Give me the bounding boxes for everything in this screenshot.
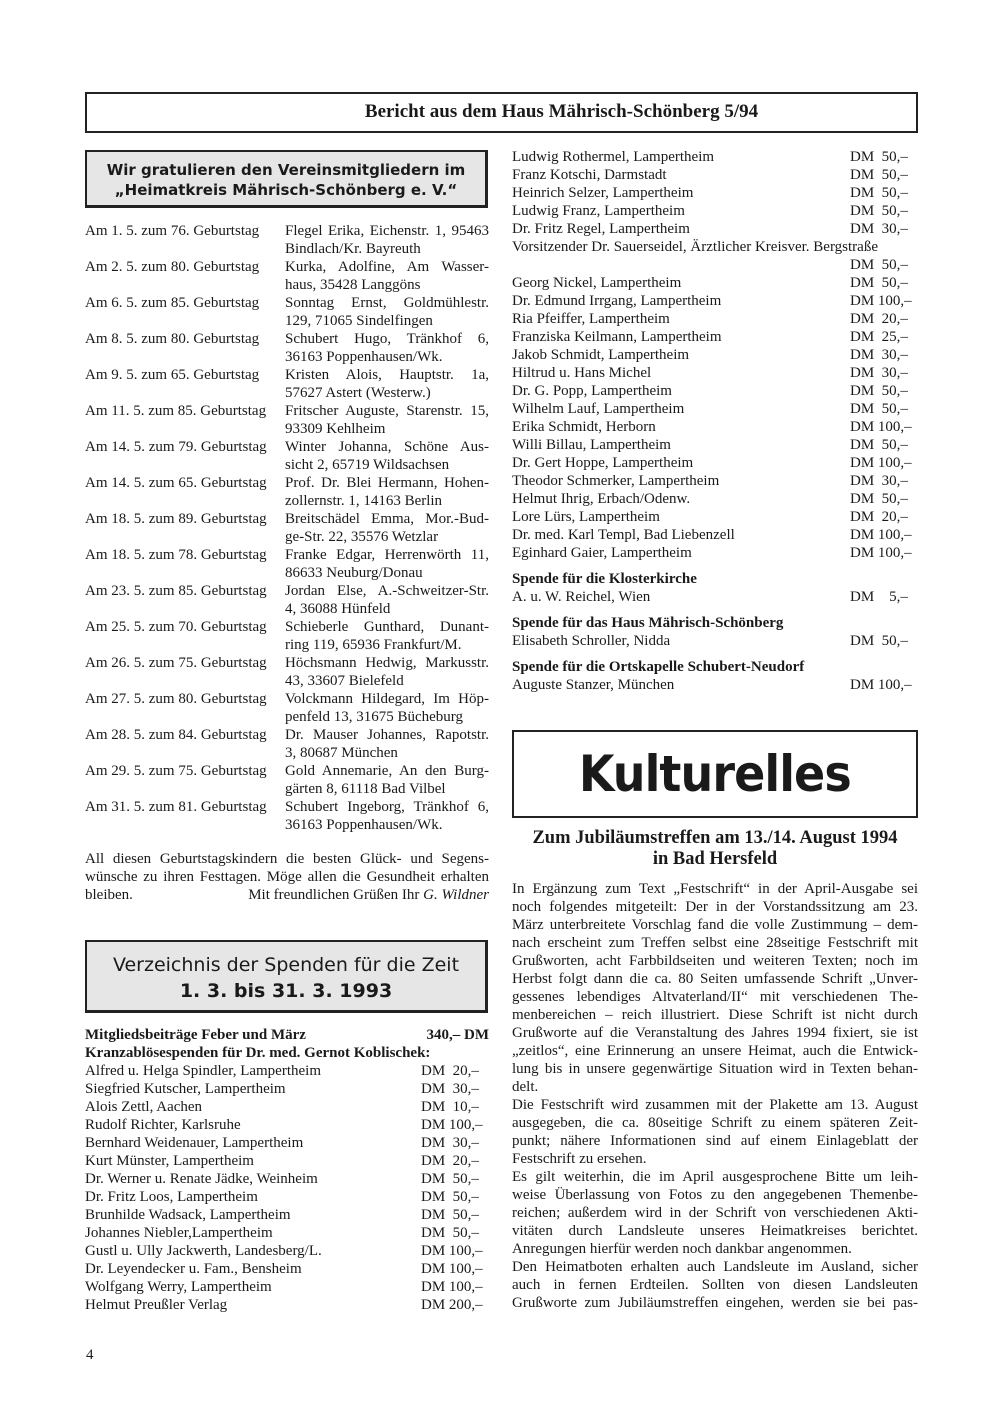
special-donation-heading: Spende für die Ortskapelle Schubert-Neudorf — [512, 659, 805, 675]
birthday-address — [285, 258, 489, 294]
donor-name: Dr. Leyendecker u. Fam., Bensheim — [85, 1261, 302, 1277]
birthday-date: Am 29. 5. zum 75. Geburtstag — [85, 763, 267, 779]
donation-amount: DM 100,– — [850, 677, 912, 693]
birthday-entry — [85, 438, 489, 474]
culture-line: Grußworte auf die Veranstaltung des Jahres 1994 fixiert, sie ist — [512, 1025, 918, 1041]
address-line: Kurka, Adolfine, Am Wasser- — [285, 259, 489, 275]
birthday-date: Am 14. 5. zum 65. Geburtstag — [85, 475, 267, 491]
birthday-address — [285, 654, 489, 690]
donation-amount: DM 30,– — [421, 1081, 479, 1097]
donation-row — [512, 454, 918, 472]
culture-line: gessenes lebendiges Altvaterland/II“ mit verschiedenen The- — [512, 989, 918, 1005]
donation-amount: DM 50,– — [850, 257, 908, 273]
culture-line: vitäten durch Landsleute unseres Heimatkreises berichtet. — [512, 1223, 918, 1239]
donation-row — [85, 1188, 489, 1206]
birthday-entry — [85, 690, 489, 726]
address-line: haus, 35428 Langgöns — [285, 277, 421, 293]
donation-amount: DM 50,– — [850, 437, 908, 453]
address-line: 57627 Astert (Westerw.) — [285, 385, 431, 401]
donor-name: Lore Lürs, Lampertheim — [512, 509, 660, 525]
donation-amount: DM 100,– — [850, 545, 912, 561]
donation-amount: DM 100,– — [850, 527, 912, 543]
birthday-date: Am 18. 5. zum 78. Geburtstag — [85, 547, 267, 563]
address-line: 36163 Poppenhausen/Wk. — [285, 817, 443, 833]
birthday-address — [285, 726, 489, 762]
donation-row — [512, 328, 918, 346]
address-line: ge-Str. 22, 35576 Wetzlar — [285, 529, 439, 545]
culture-heading — [512, 828, 918, 870]
donor-name: Siegfried Kutscher, Lampertheim — [85, 1081, 286, 1097]
address-line: 93309 Kehlheim — [285, 421, 386, 437]
address-line: ring 119, 65936 Frankfurt/M. — [285, 637, 462, 653]
culture-paragraph — [512, 1258, 918, 1312]
address-line: Sonntag Ernst, Goldmühlestr. — [285, 295, 489, 311]
address-line: Fritscher Auguste, Starenstr. 15, — [285, 403, 489, 419]
donation-amount: DM 20,– — [850, 509, 908, 525]
page-header-box — [85, 92, 918, 133]
birthday-date: Am 26. 5. zum 75. Geburtstag — [85, 655, 267, 671]
donation-amount: DM 50,– — [850, 185, 908, 201]
closing-line: wünsche zu ihren Festtagen. Möge allen die Gesundheit erhalten — [85, 869, 489, 885]
closing-signature: G. Wildner — [423, 887, 489, 903]
donor-name: Dr. med. Karl Templ, Bad Liebenzell — [512, 527, 735, 543]
birthday-date: Am 2. 5. zum 80. Geburtstag — [85, 259, 260, 275]
address-line: Flegel Erika, Eichenstr. 1, 95463 — [285, 223, 489, 239]
donations-title-box — [85, 940, 488, 1013]
address-line: Bindlach/Kr. Bayreuth — [285, 241, 421, 257]
address-line: sicht 2, 65719 Wildsachsen — [285, 457, 450, 473]
birthday-entry — [85, 258, 489, 294]
donation-amount: DM 100,– — [421, 1279, 483, 1295]
donation-row — [512, 526, 918, 544]
address-line: Dr. Mauser Johannes, Rapotstr. — [285, 727, 489, 743]
culture-paragraph — [512, 1096, 918, 1168]
donor-name: Jakob Schmidt, Lampertheim — [512, 347, 690, 363]
donor-name: Rudolf Richter, Karlsruhe — [85, 1117, 241, 1133]
donation-row — [512, 256, 918, 274]
donation-row — [512, 202, 918, 220]
donations-right — [512, 148, 918, 694]
donation-amount: DM 50,– — [421, 1225, 479, 1241]
birthday-address — [285, 582, 489, 618]
birthday-address — [285, 618, 489, 654]
donor-name: Wilhelm Lauf, Lampertheim — [512, 401, 685, 417]
birthday-date: Am 18. 5. zum 89. Geburtstag — [85, 511, 267, 527]
birthday-date: Am 25. 5. zum 70. Geburtstag — [85, 619, 267, 635]
donation-row — [85, 1206, 489, 1224]
address-line: Schieberle Gunthard, Dunant- — [285, 619, 489, 635]
donation-amount: DM 50,– — [421, 1171, 479, 1187]
page-header-title: Bericht aus dem Haus Mährisch-Schönberg 5/94 — [364, 101, 759, 122]
donation-row — [512, 220, 918, 238]
donor-name: Hiltrud u. Hans Michel — [512, 365, 652, 381]
membership-amount: 340,– DM — [426, 1027, 489, 1043]
donation-amount: DM 30,– — [850, 473, 908, 489]
donation-amount: DM 50,– — [850, 275, 908, 291]
birthday-entry — [85, 330, 489, 366]
address-line: 129, 71065 Sindelfingen — [285, 313, 433, 329]
donation-row — [512, 382, 918, 400]
donations-title-line: Verzeichnis der Spenden für die Zeit — [112, 954, 460, 976]
donation-row — [512, 490, 918, 508]
address-line: Franke Edgar, Herrenwörth 11, — [285, 547, 489, 563]
donation-row — [85, 1260, 489, 1278]
donation-row — [85, 1152, 489, 1170]
birthday-address — [285, 510, 489, 546]
donation-amount: DM 50,– — [850, 633, 908, 649]
membership-row — [85, 1026, 489, 1044]
donation-row — [85, 1062, 489, 1080]
culture-line: Grußworte zum Jubiläumstreffen eingehen, werden sie bei pas- — [512, 1295, 918, 1311]
birthday-date: Am 27. 5. zum 80. Geburtstag — [85, 691, 267, 707]
donor-name: Vorsitzender Dr. Sauerseidel, Ärztlicher Kreisver. Bergstraße — [512, 239, 878, 255]
address-line: Volckmann Hildegard, Im Höp- — [285, 691, 489, 707]
donor-name: Ludwig Franz, Lampertheim — [512, 203, 685, 219]
donation-row — [85, 1296, 489, 1314]
donation-amount: DM 100,– — [850, 419, 912, 435]
donor-name: Johannes Niebler,Lampertheim — [85, 1225, 273, 1241]
donation-amount: DM 100,– — [421, 1243, 483, 1259]
donation-row — [512, 292, 918, 310]
donor-name: Kurt Münster, Lampertheim — [85, 1153, 254, 1169]
donor-name: Ria Pfeiffer, Lampertheim — [512, 311, 670, 327]
donation-row — [85, 1098, 489, 1116]
address-line: Schubert Hugo, Tränkhof 6, — [285, 331, 489, 347]
birthday-address — [285, 762, 489, 798]
page-number: 4 — [86, 1347, 94, 1363]
donations-title-line: 1. 3. bis 31. 3. 1993 — [179, 980, 393, 1002]
culture-line: noch folgendes mitgeteilt: Der in der Vorstandssitzung am 23. — [512, 899, 918, 915]
donation-amount: DM 100,– — [421, 1117, 483, 1133]
birthday-entry — [85, 546, 489, 582]
donor-name: Brunhilde Wadsack, Lampertheim — [85, 1207, 291, 1223]
birthday-entry — [85, 366, 489, 402]
birthday-entry — [85, 222, 489, 258]
donation-amount: DM 30,– — [421, 1135, 479, 1151]
birthday-address — [285, 330, 489, 366]
donor-name: Dr. Edmund Irrgang, Lampertheim — [512, 293, 722, 309]
address-line: gärten 8, 61118 Bad Vilbel — [285, 781, 446, 797]
birthday-date: Am 31. 5. zum 81. Geburtstag — [85, 799, 267, 815]
donor-name: Heinrich Selzer, Lampertheim — [512, 185, 694, 201]
donations-left — [85, 1026, 489, 1314]
culture-line: In Ergänzung zum Text „Festschrift“ in der April-Ausgabe sei — [512, 881, 918, 897]
address-line: 36163 Poppenhausen/Wk. — [285, 349, 443, 365]
donation-amount — [878, 238, 918, 256]
address-line: zollernstr. 1, 14163 Berlin — [285, 493, 443, 509]
donation-amount: DM 25,– — [850, 329, 908, 345]
donation-row — [512, 418, 918, 436]
birthday-entry — [85, 402, 489, 438]
birthday-date: Am 6. 5. zum 85. Geburtstag — [85, 295, 260, 311]
donor-name: Theodor Schmerker, Lampertheim — [512, 473, 720, 489]
donor-name: Bernhard Weidenauer, Lampertheim — [85, 1135, 304, 1151]
donation-row — [85, 1242, 489, 1260]
birthday-closing — [85, 850, 489, 904]
birthday-entry — [85, 762, 489, 798]
birthday-address — [285, 438, 489, 474]
culture-line: Anregungen hierfür werden noch dankbar angenommen. — [512, 1241, 852, 1257]
address-line: 86633 Neuburg/Donau — [285, 565, 423, 581]
donation-row — [512, 544, 918, 562]
donor-name: Dr. Fritz Regel, Lampertheim — [512, 221, 690, 237]
donation-amount: DM 30,– — [850, 365, 908, 381]
donation-row — [85, 1116, 489, 1134]
donation-amount: DM 50,– — [850, 401, 908, 417]
culture-line: Den Heimatboten erhalten auch Landsleute im Ausland, sicher — [512, 1259, 918, 1275]
address-line: Breitschädel Emma, Mor.-Bud- — [285, 511, 489, 527]
address-line: 43, 33607 Bielefeld — [285, 673, 404, 689]
culture-line: delt. — [512, 1079, 539, 1095]
birthday-title-line: Wir gratulieren den Vereinsmitgliedern im — [106, 161, 466, 179]
birthday-entry — [85, 654, 489, 690]
culture-banner — [512, 730, 918, 818]
donation-row — [85, 1134, 489, 1152]
donation-row — [512, 632, 918, 650]
donation-amount: DM 100,– — [421, 1261, 483, 1277]
culture-line: Festschrift zu ersehen. — [512, 1151, 647, 1167]
culture-banner-text: Kulturelles — [579, 745, 851, 803]
birthday-address — [285, 294, 489, 330]
birthday-title-line: „Heimatkreis Mährisch-Schönberg e. V.“ — [114, 181, 458, 199]
donation-row — [512, 148, 918, 166]
birthday-date: Am 11. 5. zum 85. Geburtstag — [85, 403, 267, 419]
birthday-address — [285, 798, 489, 834]
donation-amount: DM 50,– — [421, 1189, 479, 1205]
donor-name: Franz Kotschi, Darmstadt — [512, 167, 667, 183]
donation-row — [512, 346, 918, 364]
donor-name: Georg Nickel, Lampertheim — [512, 275, 682, 291]
culture-line: Die Festschrift wird zusammen mit der Plakette am 13. August — [512, 1097, 918, 1113]
donor-name: Wolfgang Werry, Lampertheim — [85, 1279, 272, 1295]
donation-row — [85, 1278, 489, 1296]
donation-amount: DM 50,– — [850, 383, 908, 399]
donation-row — [85, 1170, 489, 1188]
address-line: 4, 36088 Hünfeld — [285, 601, 391, 617]
donor-name: Dr. Werner u. Renate Jädke, Weinheim — [85, 1171, 318, 1187]
donation-amount: DM 30,– — [850, 221, 908, 237]
culture-line: Es gilt weiterhin, die im April ausgesprochene Bitte um leih- — [512, 1169, 918, 1185]
donation-amount: DM 30,– — [850, 347, 908, 363]
donation-row — [85, 1224, 489, 1242]
donation-row — [85, 1080, 489, 1098]
donation-amount: DM 100,– — [850, 293, 912, 309]
wreath-heading: Kranzablösespenden für Dr. med. Gernot Koblischek: — [85, 1045, 431, 1061]
donor-name: Dr. Gert Hoppe, Lampertheim — [512, 455, 694, 471]
donor-name: Alois Zettl, Aachen — [85, 1099, 203, 1115]
address-line: Jordan Else, A.-Schweitzer-Str. — [285, 583, 489, 599]
address-line: Kristen Alois, Hauptstr. 1a, — [285, 367, 489, 383]
membership-label: Mitgliedsbeiträge Feber und März — [85, 1027, 306, 1043]
address-line: Schubert Ingeborg, Tränkhof 6, — [285, 799, 489, 815]
birthday-entry — [85, 798, 489, 834]
birthday-date: Am 9. 5. zum 65. Geburtstag — [85, 367, 260, 383]
donation-row — [512, 184, 918, 202]
donation-row — [512, 436, 918, 454]
birthday-title-box — [85, 150, 488, 208]
donation-amount: DM 20,– — [850, 311, 908, 327]
donation-row — [512, 274, 918, 292]
culture-line: punkt; nähere Informationen sind auf einem Einlageblatt der — [512, 1133, 918, 1149]
donation-amount: DM 200,– — [421, 1297, 483, 1313]
donation-row — [512, 676, 918, 694]
donation-amount: DM 10,– — [421, 1099, 479, 1115]
birthday-list — [85, 222, 489, 834]
donor-name: Elisabeth Schroller, Nidda — [512, 633, 671, 649]
birthday-address — [285, 546, 489, 582]
donation-row — [512, 238, 918, 256]
donation-amount: DM 50,– — [850, 203, 908, 219]
donation-amount: DM 5,– — [850, 589, 908, 605]
birthday-address — [285, 402, 489, 438]
address-line: 3, 80687 München — [285, 745, 398, 761]
special-donation-heading: Spende für das Haus Mährisch-Schönberg — [512, 615, 784, 631]
donation-amount: DM 100,– — [850, 455, 912, 471]
donation-row — [512, 364, 918, 382]
culture-heading-line: in Bad Hersfeld — [652, 849, 778, 869]
birthday-entry — [85, 582, 489, 618]
donation-amount: DM 50,– — [850, 167, 908, 183]
culture-line: weise Überlassung von Fotos zu den angegebenen Themenbe- — [512, 1187, 918, 1203]
birthday-entry — [85, 510, 489, 546]
birthday-date: Am 28. 5. zum 84. Geburtstag — [85, 727, 267, 743]
birthday-address — [285, 222, 489, 258]
donation-amount: DM 50,– — [421, 1207, 479, 1223]
donor-name: Helmut Ihrig, Erbach/Odenw. — [512, 491, 691, 507]
donor-name: Auguste Stanzer, München — [512, 677, 675, 693]
donor-name: A. u. W. Reichel, Wien — [512, 589, 651, 605]
donation-amount: DM 50,– — [850, 149, 908, 165]
special-donation-heading: Spende für die Klosterkirche — [512, 571, 697, 587]
culture-line: reichen; außerdem wird in der Schrift von verschiedenen Akti- — [512, 1205, 918, 1221]
donor-name: Ludwig Rothermel, Lampertheim — [512, 149, 715, 165]
donation-row — [512, 310, 918, 328]
birthday-date: Am 8. 5. zum 80. Geburtstag — [85, 331, 260, 347]
closing-last: bleiben. — [85, 887, 133, 903]
birthday-address — [285, 366, 489, 402]
donation-row — [512, 588, 918, 606]
donation-row — [512, 472, 918, 490]
donation-row — [512, 166, 918, 184]
birthday-date: Am 14. 5. zum 79. Geburtstag — [85, 439, 267, 455]
donor-name: Gustl u. Ully Jackwerth, Landesberg/L. — [85, 1243, 322, 1259]
address-line: Prof. Dr. Blei Hermann, Hohen- — [285, 475, 489, 491]
donor-name: Erika Schmidt, Herborn — [512, 419, 656, 435]
culture-paragraph — [512, 880, 918, 1096]
culture-line: „zeitlos“, eine Erinnerung an unsere Heimat, auch die Entwick- — [512, 1043, 918, 1059]
birthday-entry — [85, 618, 489, 654]
donor-name: Alfred u. Helga Spindler, Lampertheim — [85, 1063, 321, 1079]
culture-line: auch in fernen Erdteilen. Sollten von diesen Landsleuten — [512, 1277, 918, 1293]
birthday-date: Am 23. 5. zum 85. Geburtstag — [85, 583, 267, 599]
culture-paragraph — [512, 1168, 918, 1258]
donor-name: Willi Billau, Lampertheim — [512, 437, 671, 453]
donor-name: Eginhard Gaier, Lampertheim — [512, 545, 692, 561]
address-line: Winter Johanna, Schöne Aus- — [285, 439, 489, 455]
donor-name: Helmut Preußler Verlag — [85, 1297, 228, 1313]
closing-greeting: Mit freundlichen Grüßen Ihr — [248, 887, 424, 903]
address-line: Gold Annemarie, An den Burg- — [285, 763, 489, 779]
culture-line: Herbst folgt dann die ca. 80 Seiten umfassende Schrift „Unver- — [512, 971, 918, 987]
donor-name: Dr. G. Popp, Lampertheim — [512, 383, 672, 399]
culture-line: ausgegeben, die ca. 80seitige Schrift zu einem späteren Zeit- — [512, 1115, 918, 1131]
address-line: penfeld 13, 31675 Bücheburg — [285, 709, 464, 725]
birthday-address — [285, 474, 489, 510]
donation-amount: DM 50,– — [850, 491, 908, 507]
donation-row — [512, 508, 918, 526]
culture-line: lung bis in unsere gegenwärtige Situation wird in Texten behan- — [512, 1061, 918, 1077]
donor-name: Dr. Fritz Loos, Lampertheim — [85, 1189, 258, 1205]
birthday-entry — [85, 474, 489, 510]
culture-line: nach erscheint zum Treffen selbst eine 28seitige Festschrift mit — [512, 935, 918, 951]
donation-amount: DM 20,– — [421, 1063, 479, 1079]
culture-line: März unterbreitete Vorschlag fand die volle Zustimmung – dem- — [512, 917, 918, 933]
culture-line: Grußworten, acht Farbbildseiten und weiteren Texten; noch im — [512, 953, 918, 969]
donation-amount: DM 20,– — [421, 1153, 479, 1169]
closing-line: All diesen Geburtstagskindern die besten Glück- und Segens- — [85, 851, 489, 867]
birthday-entry — [85, 294, 489, 330]
culture-body — [512, 880, 918, 1312]
donation-row — [512, 400, 918, 418]
donor-name: Franziska Keilmann, Lampertheim — [512, 329, 722, 345]
birthday-date: Am 1. 5. zum 76. Geburtstag — [85, 223, 260, 239]
birthday-address — [285, 690, 489, 726]
birthday-entry — [85, 726, 489, 762]
address-line: Höchsmann Hedwig, Markusstr. — [285, 655, 489, 671]
culture-heading-line: Zum Jubiläumstreffen am 13./14. August 1994 — [532, 828, 898, 848]
culture-line: menbereichen – reich illustriert. Diese Schrift ist nicht durch — [512, 1007, 918, 1023]
